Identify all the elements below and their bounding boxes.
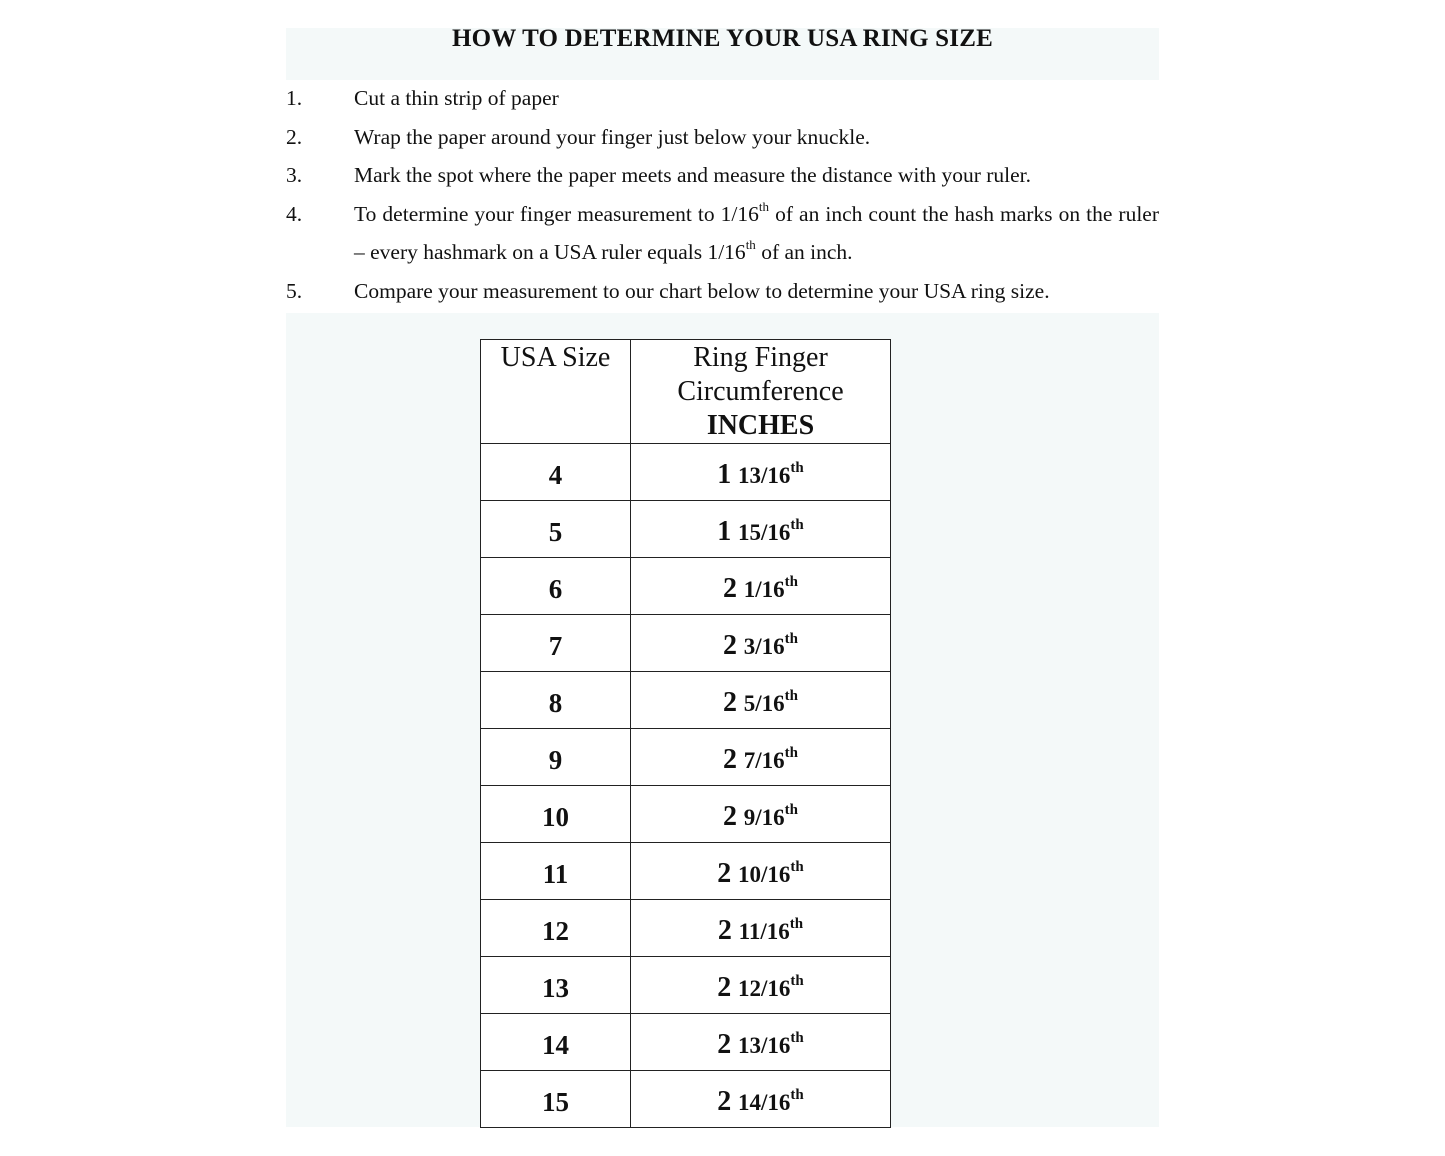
step-text: Mark the spot where the paper meets and measure the distance with your ruler.	[354, 163, 1032, 187]
size-cell: 11	[481, 843, 631, 900]
circumference-cell	[631, 1071, 891, 1128]
size-cell: 12	[481, 900, 631, 957]
size-cell: 13	[481, 957, 631, 1014]
step-text: Cut a thin strip of paper	[354, 86, 559, 110]
page-title: HOW TO DETERMINE YOUR USA RING SIZE	[452, 25, 993, 52]
circumference-whole: 1	[717, 516, 732, 547]
size-cell: 14	[481, 1014, 631, 1071]
table-header-row	[481, 340, 891, 444]
circumference-cell	[631, 729, 891, 786]
circumference-fraction: 5/16	[743, 691, 785, 716]
size-cell: 10	[481, 786, 631, 843]
size-cell: 15	[481, 1071, 631, 1128]
ordinal-suffix: th	[790, 1030, 804, 1046]
ordinal-suffix: th	[789, 916, 804, 932]
header-usa-size: USA Size	[481, 340, 631, 444]
table-row	[481, 843, 891, 900]
step-text: Wrap the paper around your finger just below your knuckle.	[354, 124, 871, 149]
table-row	[481, 444, 891, 501]
size-cell: 9	[481, 729, 631, 786]
table-body	[481, 444, 891, 1128]
circumference-fraction: 15/16	[738, 520, 791, 545]
ordinal-suffix: th	[790, 1087, 804, 1103]
circumference-fraction: 12/16	[738, 976, 791, 1001]
header-circ-line2: Circumference	[677, 376, 844, 407]
circumference-cell	[631, 957, 891, 1014]
circumference-cell	[631, 501, 891, 558]
table-row	[481, 615, 891, 672]
step-number: 1.	[286, 86, 303, 110]
circumference-fraction: 13/16	[738, 463, 791, 488]
table-row	[481, 558, 891, 615]
table-row	[481, 501, 891, 558]
ordinal-suffix: th	[784, 745, 798, 761]
header-circ-line1: Ring Finger	[693, 342, 828, 373]
size-cell: 5	[481, 501, 631, 558]
circumference-cell	[631, 786, 891, 843]
step-text-part: of an inch.	[755, 240, 853, 264]
circumference-fraction: 1/16	[743, 577, 785, 602]
ordinal-suffix: th	[784, 631, 798, 647]
circumference-fraction: 11/16	[738, 919, 790, 944]
circumference-cell	[631, 672, 891, 729]
circumference-whole: 1	[717, 459, 732, 490]
table-row	[481, 900, 891, 957]
step-text-part: of an inch count the hash marks on the ruler – every hashmark on a USA ruler equals 1/16	[354, 201, 1159, 264]
table-row	[481, 672, 891, 729]
ordinal-suffix: th	[790, 460, 804, 476]
circumference-fraction: 9/16	[743, 805, 785, 830]
circumference-whole: 2	[723, 630, 737, 661]
size-cell: 8	[481, 672, 631, 729]
instruction-step-4	[286, 195, 1159, 272]
ordinal-suffix: th	[784, 574, 798, 590]
size-cell: 4	[481, 444, 631, 501]
circumference-cell	[631, 444, 891, 501]
circumference-cell	[631, 615, 891, 672]
circumference-fraction: 3/16	[743, 634, 785, 659]
instruction-step-2	[286, 118, 1159, 157]
ordinal-suffix: th	[790, 517, 804, 533]
step-number: 5.	[286, 278, 303, 303]
circumference-whole: 2	[717, 1029, 732, 1060]
instruction-step-5	[286, 272, 1159, 311]
step-number: 4.	[286, 201, 303, 226]
circumference-whole: 2	[723, 801, 737, 832]
ordinal-suffix: th	[790, 859, 804, 875]
header-circumference	[631, 340, 891, 444]
step-text	[354, 195, 1159, 272]
circumference-whole: 2	[723, 744, 737, 775]
step-number: 3.	[286, 163, 303, 187]
circumference-whole: 2	[717, 858, 732, 889]
table-row	[481, 786, 891, 843]
circumference-cell	[631, 900, 891, 957]
table-row	[481, 729, 891, 786]
ordinal-suffix: th	[784, 688, 798, 704]
circumference-whole: 2	[717, 1086, 732, 1117]
circumference-whole: 2	[717, 915, 732, 946]
circumference-whole: 2	[723, 687, 737, 718]
step-text-part: To determine your finger measurement to 1/16	[354, 201, 759, 226]
circumference-fraction: 14/16	[738, 1090, 791, 1115]
instruction-list	[286, 79, 1159, 310]
table-row	[481, 1071, 891, 1128]
circumference-cell	[631, 558, 891, 615]
ordinal-suffix: th	[784, 802, 798, 818]
instruction-step-1	[286, 79, 1159, 118]
circumference-whole: 2	[717, 972, 732, 1003]
size-cell: 7	[481, 615, 631, 672]
circumference-whole: 2	[723, 573, 737, 604]
circumference-fraction: 10/16	[738, 862, 791, 887]
ordinal-suffix: th	[758, 198, 770, 214]
step-number: 2.	[286, 124, 303, 149]
circumference-cell	[631, 843, 891, 900]
circumference-cell	[631, 1014, 891, 1071]
circumference-fraction: 13/16	[738, 1033, 791, 1058]
step-text: Compare your measurement to our chart below to determine your USA ring size.	[354, 278, 1050, 303]
table-row	[481, 957, 891, 1014]
ordinal-suffix: th	[745, 237, 756, 252]
instruction-step-3	[286, 156, 1159, 195]
circumference-fraction: 7/16	[743, 748, 785, 773]
size-cell: 6	[481, 558, 631, 615]
header-circ-unit: INCHES	[706, 410, 815, 441]
ordinal-suffix: th	[790, 973, 804, 989]
ring-size-table	[480, 339, 891, 1128]
table-row	[481, 1014, 891, 1071]
